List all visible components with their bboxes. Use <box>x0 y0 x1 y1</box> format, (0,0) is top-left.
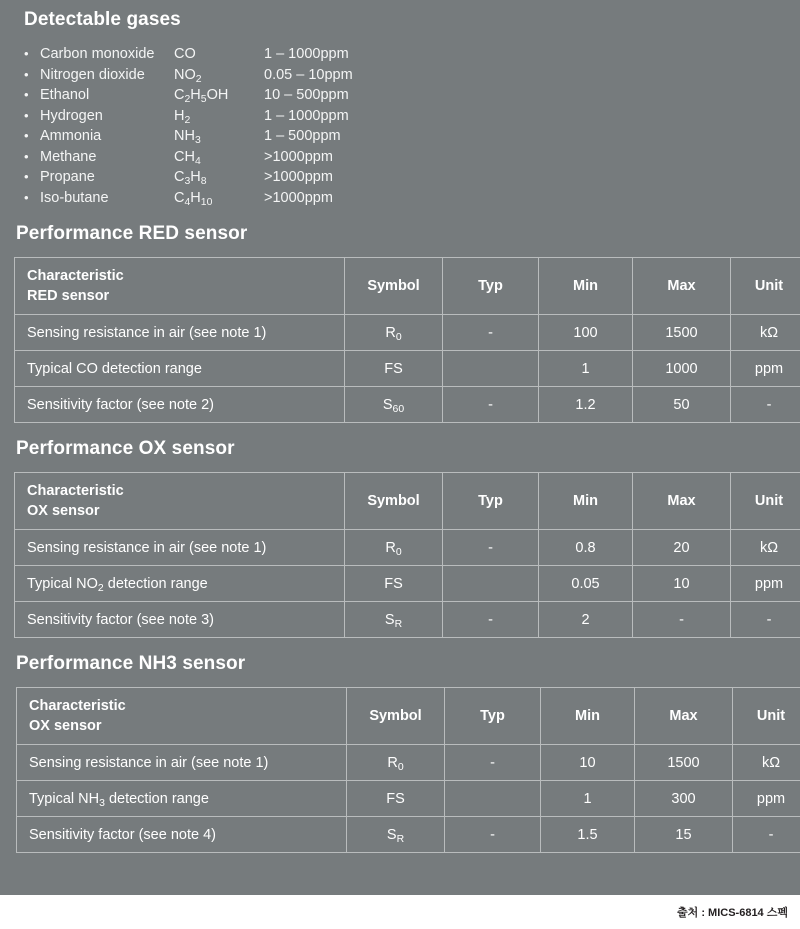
column-header-max: Max <box>633 473 731 530</box>
gas-list-item <box>24 167 800 188</box>
gas-name: Ethanol <box>40 87 90 103</box>
column-header-characteristic <box>17 688 347 745</box>
cell-typ: - <box>443 530 539 566</box>
gas-formula: CO <box>174 46 196 62</box>
column-header-symbol: Symbol <box>345 473 443 530</box>
gas-list-item <box>24 188 800 209</box>
cell-max: 10 <box>633 566 731 602</box>
cell-unit: ppm <box>731 566 800 602</box>
performance-red-sensor-section <box>0 222 800 423</box>
cell-min: 1.2 <box>539 387 633 423</box>
gas-name: Carbon monoxide <box>40 46 155 62</box>
bullet-icon: • <box>24 66 29 82</box>
gas-name: Iso-butane <box>40 189 109 206</box>
footer-bar <box>0 895 800 929</box>
cell-max: 50 <box>633 387 731 423</box>
detectable-gases-list <box>24 44 800 208</box>
column-header-symbol: Symbol <box>347 688 445 745</box>
cell-max: 1500 <box>633 315 731 351</box>
table-header-row <box>15 258 800 315</box>
cell-characteristic: Sensitivity factor (see note 2) <box>15 387 345 423</box>
gas-formula: $C_3H_8$ <box>174 169 207 187</box>
cell-typ: - <box>443 315 539 351</box>
cell-max: 1500 <box>635 745 733 781</box>
spec-table <box>14 257 800 423</box>
gas-detection-range: >1000ppm <box>264 148 333 165</box>
cell-min: 100 <box>539 315 633 351</box>
cell-characteristic: Sensing resistance in air (see note 1) <box>17 745 347 781</box>
bullet-icon: • <box>24 87 29 102</box>
bullet-icon: • <box>24 107 29 123</box>
cell-symbol: $R_0$ <box>345 530 443 566</box>
column-header-symbol: Symbol <box>345 258 443 315</box>
column-header-characteristic <box>15 258 345 315</box>
cell-typ <box>443 566 539 602</box>
cell-min: 1 <box>541 781 635 817</box>
column-header-max: Max <box>633 258 731 315</box>
cell-max: 1000 <box>633 351 731 387</box>
gas-list-item <box>24 44 800 65</box>
gas-list-item <box>24 65 800 86</box>
gas-detection-range: 1 – 500ppm <box>264 128 341 144</box>
gas-list-item <box>24 85 800 106</box>
column-header-min: Min <box>539 258 633 315</box>
column-header-max: Max <box>635 688 733 745</box>
cell-characteristic: Typical CO detection range <box>15 351 345 387</box>
table-row <box>17 781 800 817</box>
cell-unit: kΩ <box>733 745 800 781</box>
gas-detection-range: >1000ppm <box>264 169 333 185</box>
cell-symbol: FS <box>345 351 443 387</box>
cell-symbol: $S_R$ <box>345 602 443 638</box>
bullet-icon: • <box>24 148 29 164</box>
gas-list-item <box>24 126 800 147</box>
table-row <box>15 315 800 351</box>
gas-formula: $NH_3$ <box>174 128 201 146</box>
table-row <box>17 745 800 781</box>
table-row <box>15 387 800 423</box>
performance-nh3-sensor-section <box>0 652 800 853</box>
performance-tables-host <box>0 222 800 853</box>
cell-characteristic: Typical $NH_3$ detection range <box>17 781 347 817</box>
cell-unit: - <box>733 817 800 853</box>
cell-characteristic: Sensitivity factor (see note 3) <box>15 602 345 638</box>
cell-symbol: $S_{60}$ <box>345 387 443 423</box>
bullet-icon: • <box>24 169 29 184</box>
gas-detection-range: 1 – 1000ppm <box>264 46 349 62</box>
cell-typ: - <box>443 602 539 638</box>
cell-typ <box>445 781 541 817</box>
characteristic-header-line1: Characteristic <box>27 483 124 499</box>
section-title: Performance OX sensor <box>16 438 235 459</box>
table-row <box>15 351 800 387</box>
table-header-row <box>17 688 800 745</box>
cell-symbol: FS <box>345 566 443 602</box>
cell-unit: - <box>731 387 800 423</box>
column-header-typ: Typ <box>443 473 539 530</box>
characteristic-header-line1: Characteristic <box>27 268 124 284</box>
cell-characteristic: Sensing resistance in air (see note 1) <box>15 530 345 566</box>
detectable-gases-title: Detectable gases <box>24 9 181 30</box>
bullet-icon: • <box>24 46 29 61</box>
detectable-gases-section <box>0 0 800 208</box>
cell-unit: ppm <box>733 781 800 817</box>
table-row <box>15 530 800 566</box>
section-title: Performance NH3 sensor <box>16 653 246 674</box>
column-header-typ: Typ <box>443 258 539 315</box>
cell-unit: kΩ <box>731 315 800 351</box>
cell-unit: kΩ <box>731 530 800 566</box>
cell-typ: - <box>445 817 541 853</box>
gas-list-item <box>24 106 800 127</box>
gas-formula: $NO_2$ <box>174 66 202 85</box>
table-row <box>15 566 800 602</box>
bullet-icon: • <box>24 189 29 205</box>
cell-min: 10 <box>541 745 635 781</box>
gas-formula: $H_2$ <box>174 107 191 126</box>
source-credit: 출처 : MICS-6814 스펙 <box>677 907 788 919</box>
cell-min: 2 <box>539 602 633 638</box>
cell-unit: - <box>731 602 800 638</box>
cell-unit: ppm <box>731 351 800 387</box>
gas-formula: $C_2H_5OH$ <box>174 87 229 105</box>
cell-typ: - <box>445 745 541 781</box>
column-header-min: Min <box>541 688 635 745</box>
cell-symbol: $R_0$ <box>345 315 443 351</box>
column-header-characteristic <box>15 473 345 530</box>
cell-characteristic: Sensitivity factor (see note 4) <box>17 817 347 853</box>
cell-characteristic: Sensing resistance in air (see note 1) <box>15 315 345 351</box>
gas-detection-range: 1 – 1000ppm <box>264 107 349 124</box>
characteristic-header-line2: RED sensor <box>27 288 110 304</box>
gas-name: Propane <box>40 169 95 185</box>
gas-formula: $CH_4$ <box>174 148 201 167</box>
spec-table <box>16 687 800 853</box>
column-header-unit: Unit <box>731 258 800 315</box>
section-title: Performance RED sensor <box>16 223 248 244</box>
cell-max: 20 <box>633 530 731 566</box>
gas-detection-range: 10 – 500ppm <box>264 87 349 103</box>
table-row <box>17 817 800 853</box>
characteristic-header-line2: OX sensor <box>27 503 100 519</box>
column-header-unit: Unit <box>733 688 800 745</box>
cell-symbol: $S_R$ <box>347 817 445 853</box>
column-header-typ: Typ <box>445 688 541 745</box>
cell-max: 15 <box>635 817 733 853</box>
cell-symbol: $R_0$ <box>347 745 445 781</box>
bullet-icon: • <box>24 128 29 143</box>
cell-symbol: FS <box>347 781 445 817</box>
cell-min: 0.05 <box>539 566 633 602</box>
cell-characteristic: Typical $NO_2$ detection range <box>15 566 345 602</box>
gas-name: Nitrogen dioxide <box>40 66 145 83</box>
table-header-row <box>15 473 800 530</box>
spec-table <box>14 472 800 638</box>
gas-detection-range: 0.05 – 10ppm <box>264 66 353 83</box>
cell-typ: - <box>443 387 539 423</box>
gas-name: Ammonia <box>40 128 102 144</box>
gas-detection-range: >1000ppm <box>264 189 333 206</box>
gas-formula: $C_4H_{10}$ <box>174 189 213 208</box>
cell-min: 1.5 <box>541 817 635 853</box>
column-header-min: Min <box>539 473 633 530</box>
cell-typ <box>443 351 539 387</box>
column-header-unit: Unit <box>731 473 800 530</box>
gas-name: Methane <box>40 148 97 165</box>
characteristic-header-line1: Characteristic <box>29 698 126 714</box>
characteristic-header-line2: OX sensor <box>29 718 102 734</box>
table-row <box>15 602 800 638</box>
cell-min: 1 <box>539 351 633 387</box>
performance-ox-sensor-section <box>0 437 800 638</box>
gas-name: Hydrogen <box>40 107 103 124</box>
cell-max: - <box>633 602 731 638</box>
gas-list-item <box>24 147 800 168</box>
cell-min: 0.8 <box>539 530 633 566</box>
cell-max: 300 <box>635 781 733 817</box>
